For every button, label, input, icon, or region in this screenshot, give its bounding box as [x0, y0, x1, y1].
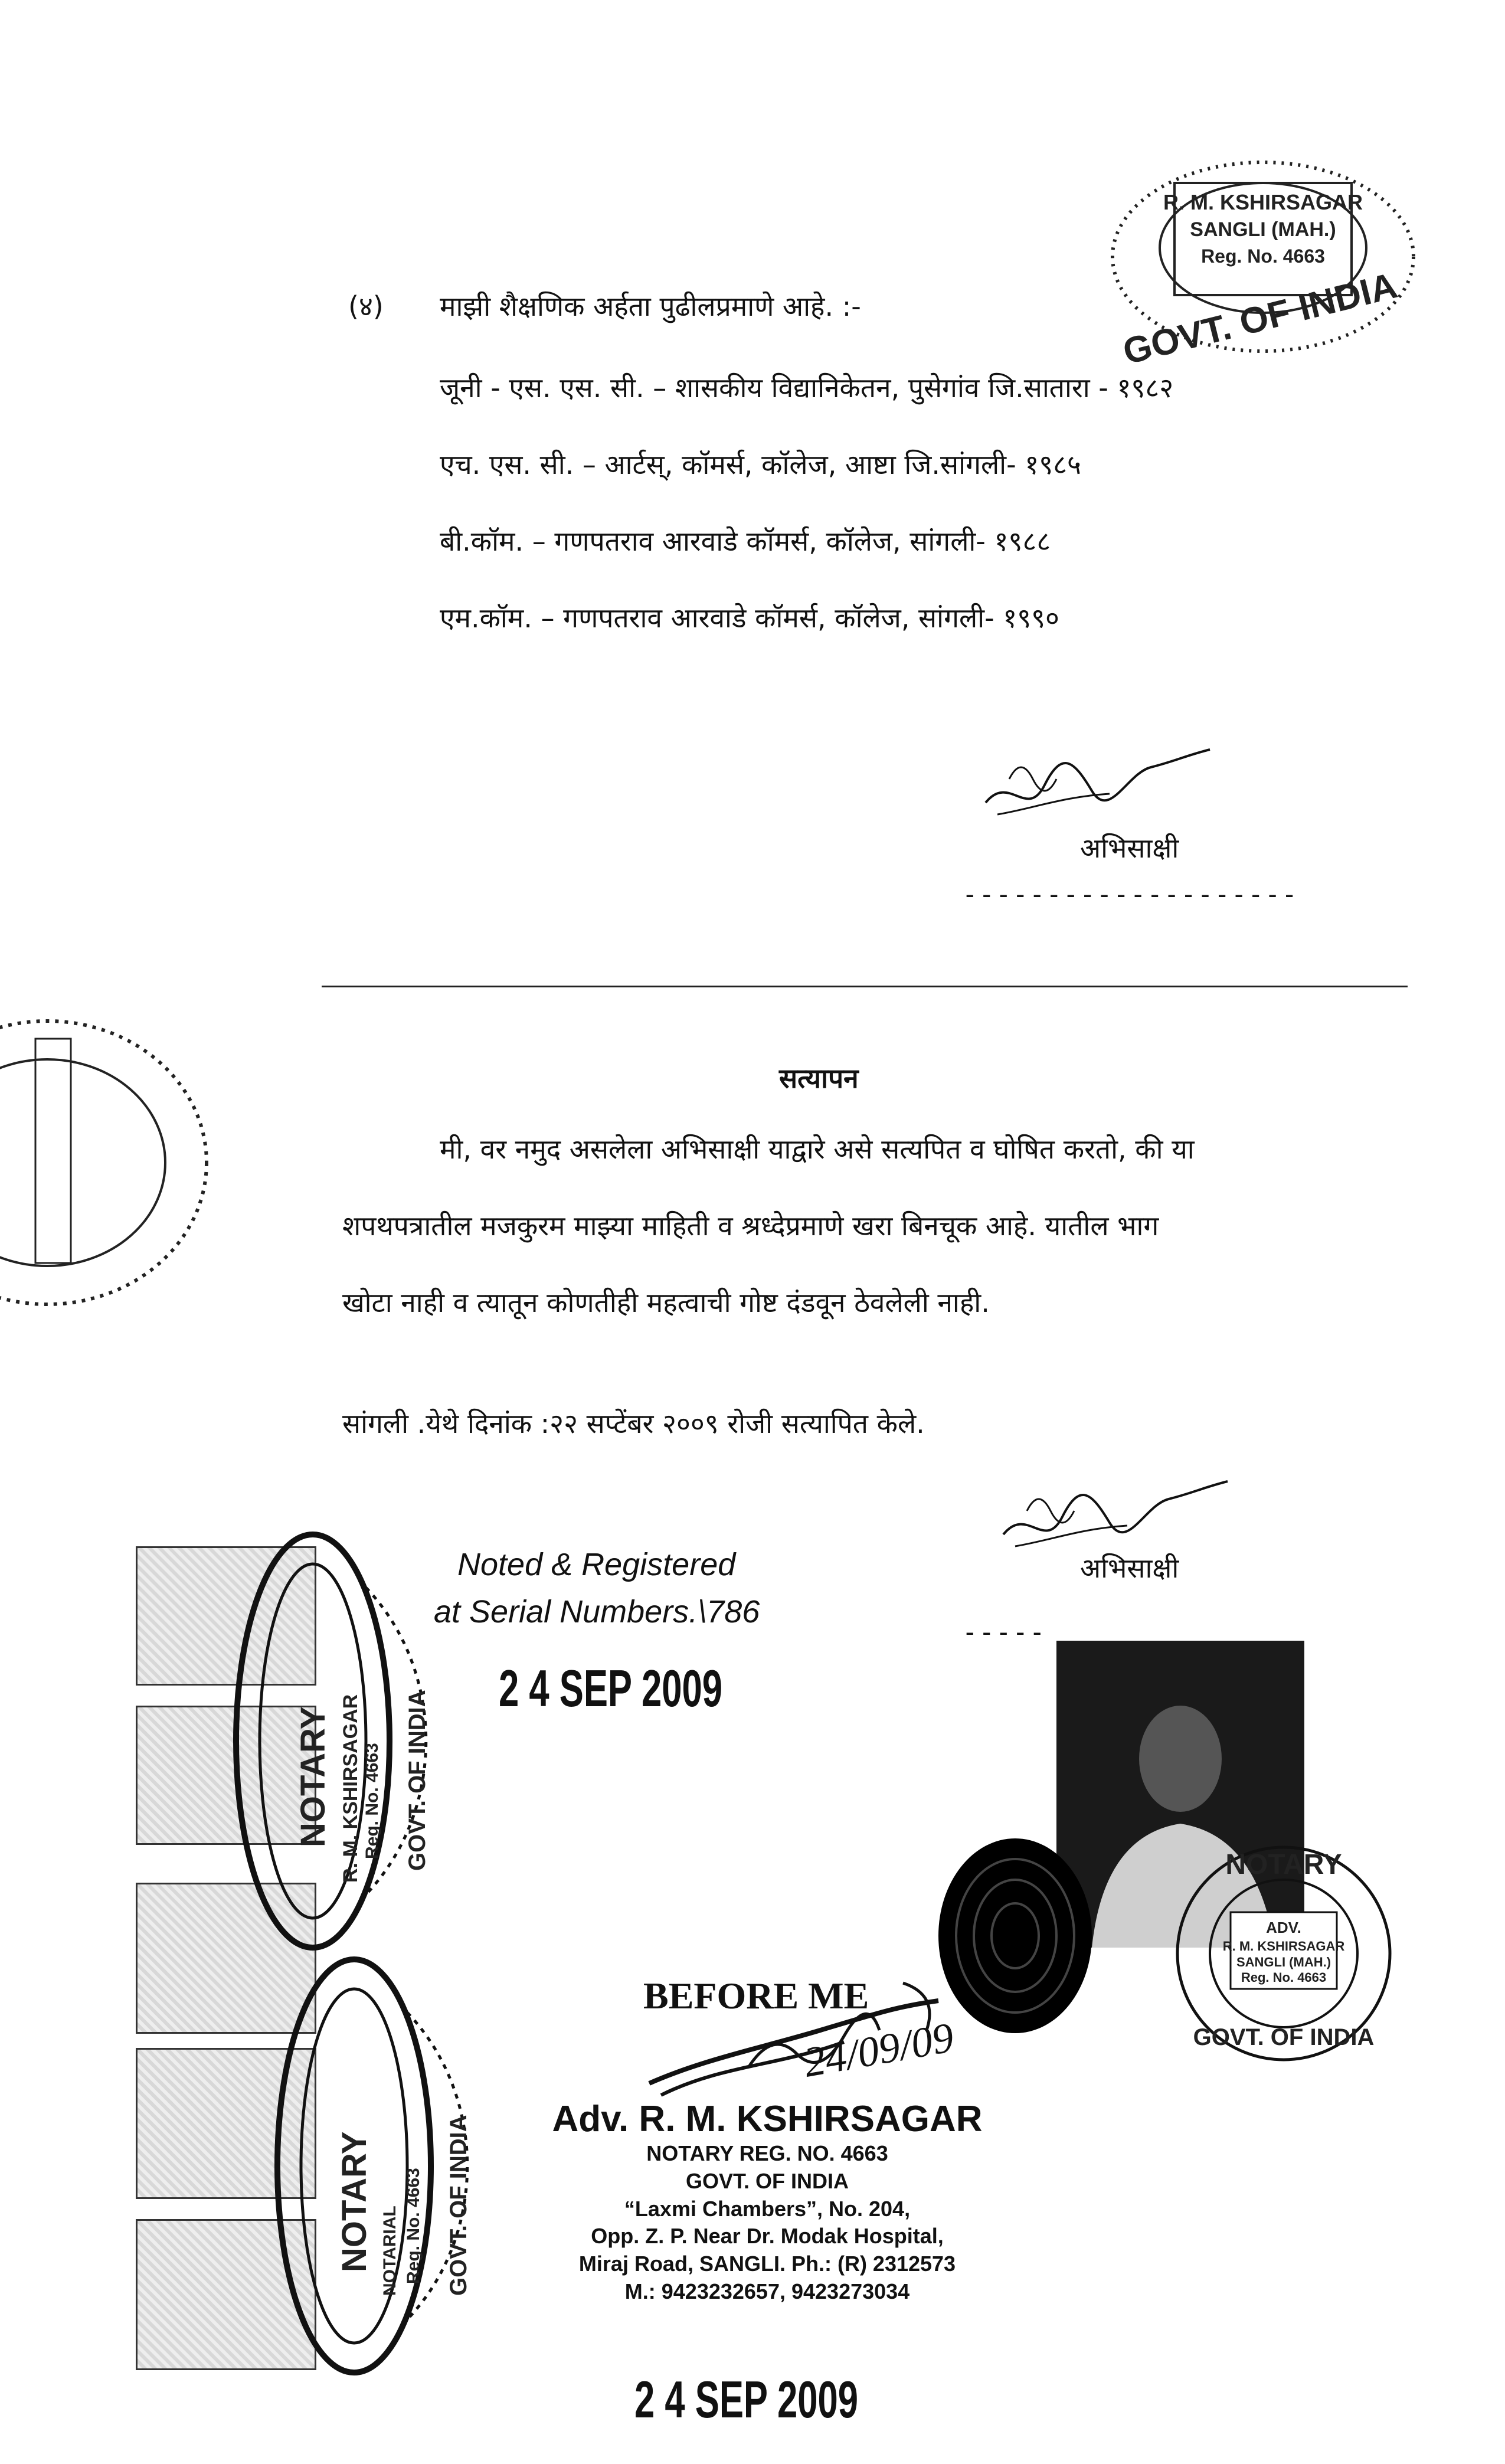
signature-2	[992, 1470, 1239, 1558]
svg-text:R. M. KSHIRSAGAR: R. M. KSHIRSAGAR	[1222, 1939, 1345, 1953]
svg-text:SANGLI (MAH.): SANGLI (MAH.)	[1236, 1955, 1331, 1969]
notary-round-seal	[1166, 1835, 1402, 2072]
verification-title: सत्यापन	[779, 1062, 859, 1094]
svg-text:R. M. KSHIRSAGAR: R. M. KSHIRSAGAR	[339, 1694, 362, 1883]
qualification-hsc: एच. एस. सी. – आर्टस्, कॉमर्स, कॉलेज, आष्टा जि.सांगली- १९८५	[440, 449, 1081, 480]
svg-text:GOVT. OF INDIA: GOVT. OF INDIA	[404, 1690, 430, 1871]
notary-address-block	[513, 2098, 1021, 2306]
notary-oval-seal-2	[277, 1942, 513, 2390]
notary-seal-left-partial	[0, 1003, 224, 1322]
notary-oval-seal-1	[224, 1517, 484, 1965]
svg-text:NOTARY: NOTARY	[294, 1706, 332, 1847]
verification-line-3: खोटा नाही व त्यातून कोणतीही महत्वाची गोष्ट दंडवून ठेवलेली नाही.	[342, 1287, 990, 1318]
noted-registered-line-1: Noted & Registered	[457, 1547, 736, 1582]
notary-date-stamp: 2 4 SEP 2009	[634, 2370, 859, 2429]
signer-label-1: अभिसाक्षी	[1080, 832, 1179, 864]
svg-text:NOTARIAL: NOTARIAL	[380, 2206, 400, 2296]
qualification-mcom: एम.कॉम. – गणपतराव आरवाडे कॉमर्स, कॉलेज, सांगली- १९९०	[440, 602, 1059, 634]
signature-1	[974, 738, 1222, 826]
svg-text:Reg. No. 4663: Reg. No. 4663	[362, 1743, 382, 1859]
svg-text:ADV.: ADV.	[1266, 1919, 1301, 1936]
section-number: (४)	[348, 290, 384, 322]
registration-date-stamp: 2 4 SEP 2009	[499, 1659, 723, 1717]
svg-text:GOVT. OF INDIA: GOVT. OF INDIA	[446, 2115, 472, 2296]
handwritten-date	[791, 2007, 1015, 2086]
signature-dashes-2: -----	[962, 1617, 1046, 1647]
notary-address-2: Opp. Z. P. Near Dr. Modak Hospital,	[591, 2224, 944, 2249]
before-me-label: BEFORE ME	[643, 1975, 869, 2017]
signer-label-2: अभिसाक्षी	[1080, 1552, 1179, 1584]
svg-text:NOTARY: NOTARY	[335, 2131, 374, 2272]
notary-mobile: M.: 9423232657, 9423273034	[624, 2279, 910, 2303]
svg-text:24/09/09: 24/09/09	[800, 2013, 957, 2086]
verification-place-date: सांगली .येथे दिनांक :२२ सप्टेंबर २००९ रोजी सत्यापित केले.	[342, 1408, 925, 1439]
qualification-bcom: बी.कॉम. – गणपतराव आरवाडे कॉमर्स, कॉलेज, सांगली- १९८८	[440, 525, 1051, 557]
notary-seal-top	[1098, 159, 1428, 372]
svg-text:Reg. No. 4663: Reg. No. 4663	[1201, 246, 1325, 267]
notary-govt: GOVT. OF INDIA	[685, 2168, 849, 2193]
svg-text:Reg. No. 4663: Reg. No. 4663	[404, 2168, 423, 2284]
noted-registered-line-2: at Serial Numbers.\786	[434, 1594, 760, 1629]
svg-text:SANGLI (MAH.): SANGLI (MAH.)	[1190, 218, 1336, 241]
notary-address-3: Miraj Road, SANGLI. Ph.: (R) 2312573	[578, 2252, 956, 2276]
section-divider	[322, 986, 1408, 987]
qualification-ssc: जूनी - एस. एस. सी. – शासकीय विद्यानिकेतन, पुसेगांव जि.सातारा - १९८२	[440, 372, 1174, 404]
notary-reg-no: NOTARY REG. NO. 4663	[646, 2141, 888, 2165]
verification-line-2: शपथपत्रातील मजकुरम माझ्या माहिती व श्रध्देप्रमाणे खरा बिनचूक आहे. यातील भाग	[342, 1210, 1159, 1242]
svg-text:R. M. KSHIRSAGAR: R. M. KSHIRSAGAR	[1163, 190, 1363, 214]
svg-text:NOTARY: NOTARY	[1225, 1849, 1342, 1880]
section-heading: माझी शैक्षणिक अर्हता पुढीलप्रमाणे आहे. :-	[440, 290, 861, 322]
verification-line-1: मी, वर नमुद असलेला अभिसाक्षी याद्वारे असे सत्यपित व घोषित करतो, की या	[440, 1133, 1195, 1165]
notary-name: Adv. R. M. KSHIRSAGAR	[552, 2099, 983, 2139]
signature-dashes-1: --------------------	[962, 879, 1298, 909]
svg-text:GOVT. OF INDIA: GOVT. OF INDIA	[1193, 2024, 1375, 2050]
svg-text:GOVT. OF INDIA: GOVT. OF INDIA	[1119, 265, 1402, 373]
notary-address-1: “Laxmi Chambers”, No. 204,	[624, 2196, 911, 2221]
svg-text:Reg. No. 4663: Reg. No. 4663	[1241, 1970, 1327, 1985]
